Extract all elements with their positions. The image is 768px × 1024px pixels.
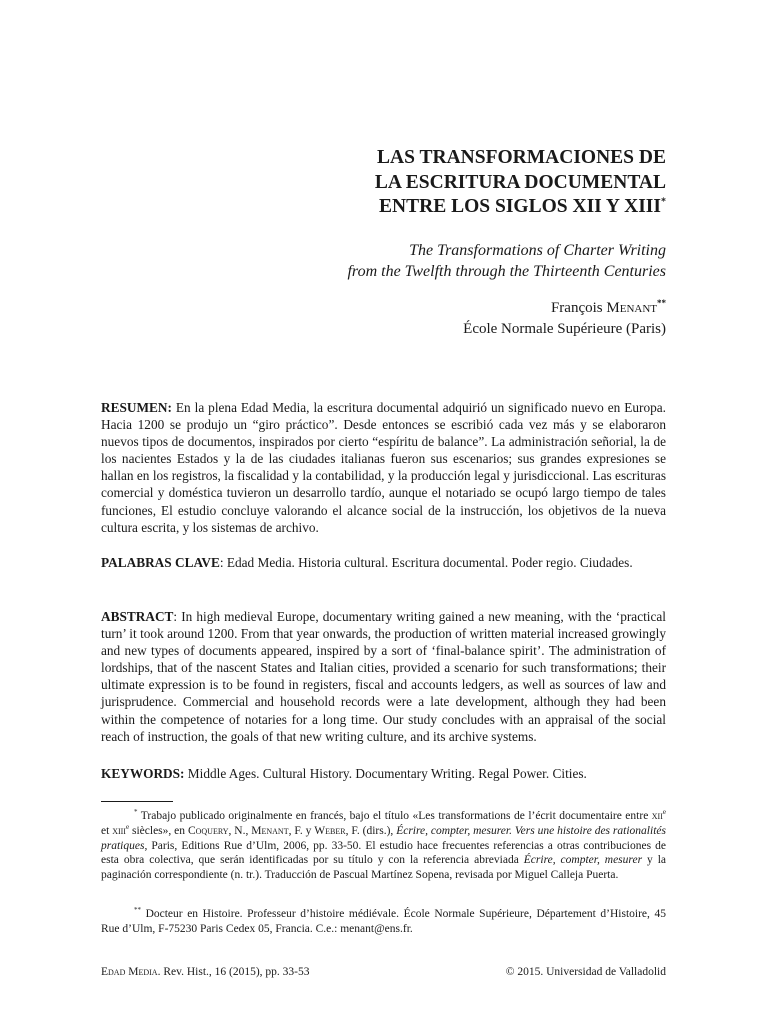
title-footnote-mark[interactable]: * [661, 196, 666, 208]
resumen-text: En la plena Edad Media, la escritura documental adquirió un significado nuevo en Europa. Hacia 1200 se produjo un “giro práctico”. Desde entonces se escribió cada vez más y se elaboraron nuevos tipos de documentos, inspirados por cierto “espíritu de balance”. La administración señorial, la de los nacientes Estados y la de las ciudades italianas fueron sus escenarios; sus grandes expresiones se hallan en los registros, la fiscalidad y la contabilidad, y la producción legal y jurisdiccional. Las escrituras comercial y doméstica tuvieron un desarrollo tardío, aunque el notariado se ocupó largo tiempo de tales funciones, El estudio concluye valorando el alcance social de la instrucción, los objetivos de la nueva cultura escrita, y los sistemas de archivo. [101, 400, 666, 535]
footnote-1-editor-name: Menant [251, 824, 289, 837]
title-line-2: LA ESCRITURA DOCUMENTAL [374, 171, 666, 193]
footnote-1-ordinal: e [125, 822, 130, 831]
palabras-clave-text: : Edad Media. Historia cultural. Escritura documental. Poder regio. Ciudades. [219, 555, 633, 570]
english-title-line-1: The Transformations of Charter Writing [409, 242, 666, 259]
palabras-clave-paragraph [101, 554, 666, 571]
footnote-1-ordinal: e [662, 808, 666, 817]
title-line-3-text: ENTRE LOS SIGLOS XII Y XIII [379, 196, 661, 217]
footnote-1-century: xii [651, 810, 663, 822]
resumen-label: RESUMEN: [101, 400, 172, 415]
footnote-1-text: et [101, 824, 113, 837]
author-surname: Menant [606, 300, 657, 316]
title-line-3 [300, 195, 666, 220]
english-title [250, 240, 666, 282]
footnote-1-editor-name: Weber [314, 824, 346, 837]
footnote-1-book-title: Écrire, compter, mesurer. Vers une histoire des rationalités pratiques [101, 824, 666, 852]
author-name [300, 298, 666, 319]
abstract-paragraph [101, 608, 666, 745]
footnote-1-century: xiii [112, 824, 126, 837]
keywords-label: KEYWORDS: [101, 766, 185, 781]
footnote-1-text: Trabajo publicado originalmente en francés, bajo el título «Les transformations de l’écrit documentaire entre [137, 810, 652, 822]
author-block [300, 298, 666, 340]
footnote-1-short-title: Écrire, compter, mesurer [523, 854, 643, 867]
keywords-paragraph [101, 765, 666, 782]
keywords-text: Middle Ages. Cultural History. Documentary Writing. Regal Power. Cities. [184, 766, 587, 781]
footnote-2-mark: ** [134, 906, 141, 915]
abstract-label: ABSTRACT [101, 609, 174, 624]
palabras-clave-label: PALABRAS CLAVE [101, 555, 220, 570]
footnote-1-mark: * [134, 808, 138, 817]
resumen-paragraph [101, 399, 666, 536]
footnote-1-text: y la paginación correspondiente (n. tr.). Traducción de Pascual Martínez Sopena, revisada por Miguel Calleja Puerta. [101, 854, 666, 882]
footnote-1-editor-name: Coquery [187, 824, 229, 837]
author-first-name: François [550, 300, 603, 316]
abstract-text: : In high medieval Europe, documentary writing gained a new meaning, with the ‘practical turn’ it took around 1200. From that year onwards, the production of written material increased growingly and new types of documents appeared, inspired by a sort of ‘final-balance spirit’. The administration of lordships, that of the nascent States and Italian cities, provided a scenario for such transformations; their ultimate expression is to be found in registers, fiscal and accounts ledgers, as well as sources of law and jurisprudence. Commercial and household records were a late development, although they had been within the competence of notaries for a long time. Our study concludes with an appraisal of the social reach of instruction, the goals of that new writing culture, and its archive systems. [101, 609, 666, 744]
author-affiliation: École Normale Supérieure (Paris) [463, 321, 666, 337]
footnote-2-text: Docteur en Histoire. Professeur d’histoire médiévale. École Normale Supérieure, Département d’Histoire, 45 Rue d’Ulm, F-75230 Paris Cedex 05, Francia. C.e.: menant@ens.fr. [101, 908, 666, 935]
footnote-1-text: siècles», en [129, 824, 188, 837]
title-line-1: LAS TRANSFORMACIONES DE [377, 147, 666, 168]
footnote-1-text: , Paris, Editions Rue d’Ulm, 2006, pp. 33-50. El estudio hace frecuentes referencias a otras contribuciones de esta obra colectiva, que serán identificadas por su título y con la referencia abreviada [101, 839, 666, 867]
citation-details: . Rev. Hist., 16 (2015), pp. 33-53 [157, 966, 310, 978]
footnote-1-text: , N., [228, 824, 252, 837]
author-footnote-mark[interactable]: ** [657, 298, 666, 308]
footnote-1 [101, 809, 666, 883]
journal-name: Edad Media [101, 966, 158, 978]
article-title [300, 146, 666, 220]
footnote-separator [101, 801, 173, 802]
footnote-2 [101, 907, 666, 937]
copyright-notice: © 2015. Universidad de Valladolid [505, 966, 666, 978]
journal-citation [101, 965, 310, 980]
english-title-line-2: from the Twelfth through the Thirteenth Centuries [347, 263, 666, 280]
footnote-1-text: , F. (dirs.), [345, 824, 397, 837]
footnote-1-text: , F. y [288, 824, 315, 837]
